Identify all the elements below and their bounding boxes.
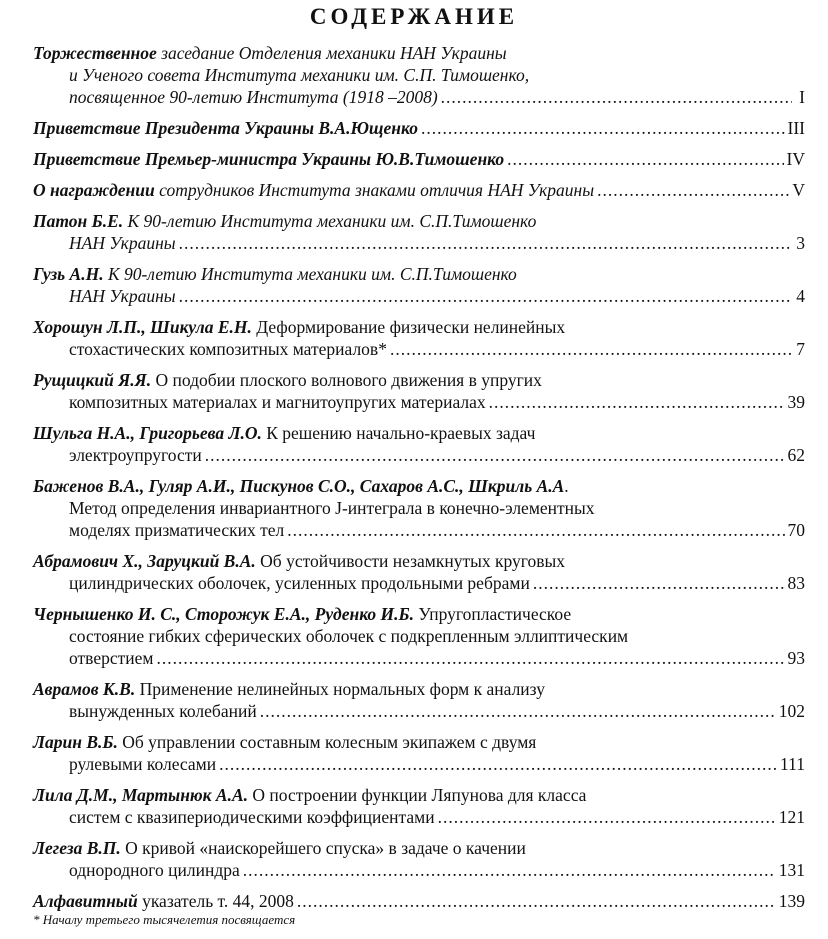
toc-author: Патон Б.Е. (33, 211, 124, 231)
toc-entry (33, 890, 805, 912)
toc-title: К решению начально-краевых задач (261, 423, 536, 443)
page-number: I (799, 87, 805, 107)
toc-line-text (33, 42, 507, 64)
toc-line (33, 64, 805, 86)
toc-entry (33, 603, 805, 669)
toc-line (33, 784, 805, 806)
toc-line (33, 210, 805, 232)
toc-line-text (69, 232, 176, 254)
page-number: 7 (796, 339, 805, 359)
toc-line (33, 475, 805, 497)
dot-leader (441, 86, 792, 108)
toc-entry (33, 316, 805, 360)
toc-entry (33, 422, 805, 466)
toc-title: электроупругости (69, 445, 202, 465)
toc-title: Деформирование физически нелинейных (251, 317, 566, 337)
toc-line (33, 338, 805, 360)
toc-line-text (33, 369, 542, 391)
toc-title: рулевыми колесами (69, 754, 217, 774)
toc-title: композитных материалах и магнитоупругих материалах (69, 392, 486, 412)
toc-title: К 90-летию Института механики им. С.П.Тимошенко (103, 264, 517, 284)
toc-line-text (33, 603, 571, 625)
page-number: 4 (796, 286, 805, 306)
toc-entry (33, 784, 805, 828)
toc-line (33, 285, 805, 307)
toc-title: НАН Украины (69, 233, 176, 253)
toc-line-text (33, 117, 418, 139)
page-number: III (787, 118, 805, 138)
toc-line (33, 700, 805, 722)
toc-line (33, 890, 805, 912)
toc-author: Лила Д.М., Мартынюк А.А. (33, 785, 249, 805)
toc-entry (33, 678, 805, 722)
toc-line-text (69, 806, 435, 828)
toc-line-text (69, 700, 257, 722)
toc-line (33, 148, 805, 170)
toc-author: Приветствие Президента Украины В.А.Ющенко (33, 118, 418, 138)
toc-entry (33, 475, 805, 541)
toc-line (33, 86, 805, 108)
toc-entry (33, 731, 805, 775)
toc-line-text (69, 625, 628, 647)
toc-line-text (69, 338, 387, 360)
toc-line (33, 117, 805, 139)
dot-leader (260, 700, 776, 722)
toc-entry (33, 42, 805, 108)
toc-line (33, 444, 805, 466)
dot-leader (533, 572, 785, 594)
toc-line (33, 603, 805, 625)
toc-line (33, 179, 805, 201)
toc-title: Об устойчивости незамкнутых круговых (255, 551, 566, 571)
toc-title: О построении функции Ляпунова для класса (248, 785, 587, 805)
toc-title: О кривой «наискорейшего спуска» в задаче о качении (120, 838, 526, 858)
toc-author: О награждении (33, 180, 155, 200)
toc-entry (33, 179, 805, 201)
toc-line (33, 497, 805, 519)
toc-line (33, 263, 805, 285)
toc-title: цилиндрических оболочек, усиленных продольными ребрами (69, 573, 530, 593)
toc-title: НАН Украины (69, 286, 176, 306)
toc-line-text (69, 86, 438, 108)
toc-title: систем с квазипериодическими коэффициентами (69, 807, 435, 827)
toc-line (33, 42, 805, 64)
page-number: 93 (787, 648, 805, 668)
toc-line (33, 806, 805, 828)
toc-line-text (33, 784, 586, 806)
toc-line-text (33, 475, 569, 497)
toc-line-text (69, 647, 153, 669)
page-number: V (792, 180, 805, 200)
toc-line-text (33, 148, 504, 170)
toc-line-text (33, 316, 565, 338)
dot-leader (219, 753, 777, 775)
toc-author: Торжественное (33, 43, 157, 63)
toc-line (33, 369, 805, 391)
toc-title: Метод определения инвариантного J-интеграла в конечно-элементных (69, 498, 595, 518)
toc-line-text (69, 64, 529, 86)
page-number: 39 (787, 392, 805, 412)
toc-line-text (69, 519, 284, 541)
toc-entry (33, 550, 805, 594)
toc-line-text (33, 678, 545, 700)
dot-leader (507, 148, 783, 170)
dot-leader (205, 444, 785, 466)
page-number: 62 (787, 445, 805, 465)
toc-author: Приветствие Премьер-министра Украины Ю.В.Тимошенко (33, 149, 505, 169)
toc-line-text (33, 422, 535, 444)
toc-title: посвященное 90-летию Института (1918 –2008) (69, 87, 438, 107)
dot-leader (597, 179, 789, 201)
toc-title: . (564, 476, 569, 496)
toc-author: Гузь А.Н. (33, 264, 104, 284)
dot-leader (179, 285, 792, 307)
toc-author: Баженов В.А., Гуляр А.И., Пискунов С.О., Сахаров А.С., Шкриль А.А (33, 476, 565, 496)
toc-author: Шульга Н.А., Григорьева Л.О. (33, 423, 262, 443)
page-number: 111 (780, 754, 805, 774)
toc-line-text (33, 837, 526, 859)
toc-author: Рущицкий Я.Я. (33, 370, 152, 390)
toc-author: Аврамов К.В. (33, 679, 136, 699)
toc-author: Хорошун Л.П., Шикула Е.Н. (33, 317, 252, 337)
page-number: 131 (778, 860, 805, 880)
toc-title: отверстием (69, 648, 154, 668)
table-of-contents (33, 42, 805, 921)
page-number: 102 (778, 701, 805, 721)
page-number: 3 (796, 233, 805, 253)
toc-title: О подобии плоского волнового движения в упругих (151, 370, 542, 390)
footnote: * Началу третьего тысячелетия посвящается (33, 912, 296, 927)
dot-leader (489, 391, 785, 413)
toc-title: состояние гибких сферических оболочек с подкрепленным эллиптическим (69, 626, 629, 646)
toc-entry (33, 369, 805, 413)
toc-line (33, 837, 805, 859)
toc-title: сотрудников Института знаками отличия НАН Украины (154, 180, 595, 200)
page-number: 70 (787, 520, 805, 540)
toc-line (33, 316, 805, 338)
page-number: 83 (787, 573, 805, 593)
page-number: 139 (778, 891, 805, 911)
toc-line (33, 731, 805, 753)
toc-line (33, 232, 805, 254)
toc-line-text (33, 731, 536, 753)
toc-line-text (33, 890, 294, 912)
toc-title: и Ученого совета Института механики им. С.П. Тимошенко, (69, 65, 530, 85)
toc-author: Легеза В.П. (33, 838, 121, 858)
toc-title: моделях призматических тел (69, 520, 285, 540)
toc-line-text (69, 859, 240, 881)
toc-entry (33, 210, 805, 254)
toc-author: Алфавитный (33, 891, 138, 911)
toc-line (33, 422, 805, 444)
toc-line (33, 572, 805, 594)
toc-title: Об управлении составным колесным экипажем с двумя (117, 732, 537, 752)
toc-author: Ларин В.Б. (33, 732, 118, 752)
toc-title: заседание Отделения механики НАН Украины (156, 43, 507, 63)
toc-line (33, 647, 805, 669)
toc-title: К 90-летию Института механики им. С.П.Тимошенко (123, 211, 537, 231)
toc-entry (33, 117, 805, 139)
page-number: 121 (778, 807, 805, 827)
toc-title: однородного цилиндра (69, 860, 240, 880)
toc-line-text (69, 391, 486, 413)
toc-entry (33, 837, 805, 881)
toc-title: указатель т. 44, 2008 (137, 891, 294, 911)
toc-line-text (69, 753, 216, 775)
toc-line-text (33, 210, 536, 232)
dot-leader (287, 519, 784, 541)
toc-line-text (69, 444, 202, 466)
toc-title: Упругопластическое (414, 604, 572, 624)
page-title: СОДЕРЖАНИЕ (309, 4, 519, 29)
toc-line-text (69, 285, 176, 307)
page-number: IV (786, 149, 805, 169)
toc-line (33, 550, 805, 572)
toc-line-text (69, 497, 595, 519)
toc-entry (33, 148, 805, 170)
toc-line-text (33, 550, 565, 572)
dot-leader (297, 890, 776, 912)
toc-line (33, 753, 805, 775)
toc-line-text (33, 263, 517, 285)
toc-author: Абрамович Х., Заруцкий В.А. (33, 551, 256, 571)
dot-leader (156, 647, 784, 669)
toc-title: вынужденных колебаний (69, 701, 257, 721)
toc-line-text (69, 572, 530, 594)
dot-leader (390, 338, 792, 360)
dot-leader (438, 806, 776, 828)
toc-author: Чернышенко И. С., Сторожук Е.А., Руденко И.Б. (33, 604, 415, 624)
dot-leader (421, 117, 785, 139)
toc-line (33, 625, 805, 647)
toc-line (33, 859, 805, 881)
toc-line (33, 519, 805, 541)
toc-title: стохастических композитных материалов* (69, 339, 387, 359)
dot-leader (243, 859, 776, 881)
toc-line (33, 391, 805, 413)
toc-entry (33, 263, 805, 307)
toc-title: Применение нелинейных нормальных форм к анализу (135, 679, 545, 699)
toc-line (33, 678, 805, 700)
toc-line-text (33, 179, 594, 201)
dot-leader (179, 232, 792, 254)
